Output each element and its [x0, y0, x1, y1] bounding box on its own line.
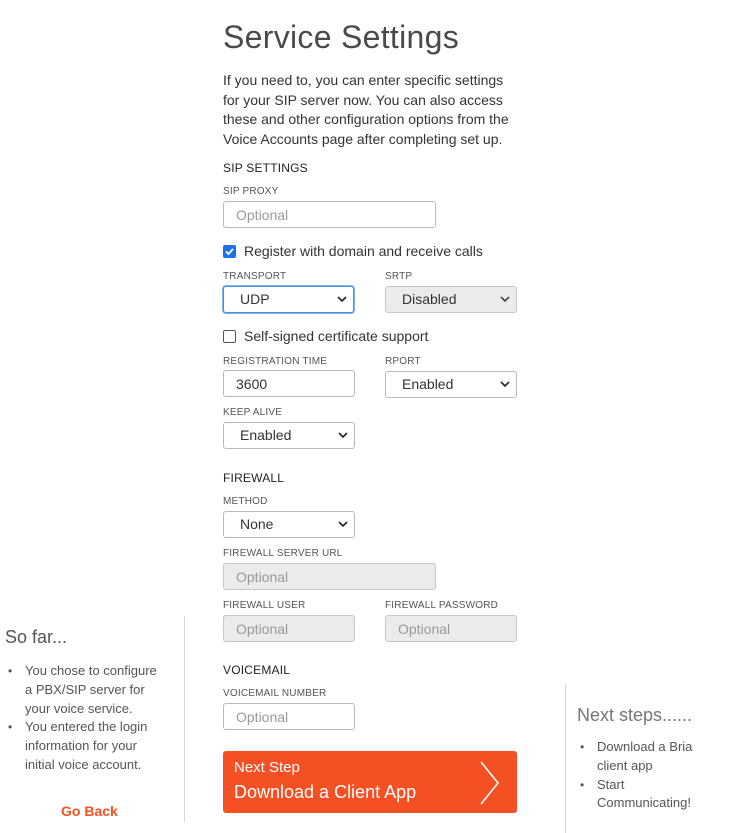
next-steps-item: • Start Communicating! [580, 776, 710, 814]
transport-select[interactable] [223, 286, 354, 313]
keep-alive-value: Enabled [240, 427, 292, 443]
self-signed-label: Self-signed certificate support [244, 328, 429, 344]
firewall-password-input[interactable] [385, 615, 517, 642]
firewall-server-url-input[interactable] [223, 563, 436, 590]
next-steps-item: • Download a Bria client app [580, 738, 710, 776]
voicemail-number-label: VOICEMAIL NUMBER [223, 688, 327, 699]
voicemail-heading: VOICEMAIL [223, 663, 291, 677]
chevron-down-icon [338, 430, 348, 440]
registration-time-input[interactable] [223, 370, 355, 397]
go-back-link[interactable]: Go Back [61, 803, 118, 819]
so-far-item: • You chose to configure a PBX/SIP server for your voice service. [8, 662, 158, 718]
firewall-user-label: FIREWALL USER [223, 600, 306, 611]
so-far-heading: So far... [5, 627, 68, 647]
chevron-down-icon [500, 379, 510, 389]
next-step-label: Next Step [234, 759, 300, 776]
method-label: METHOD [223, 496, 268, 507]
firewall-password-label: FIREWALL PASSWORD [385, 600, 499, 611]
rport-value: Enabled [402, 376, 454, 392]
so-far-list [8, 662, 158, 775]
transport-label: TRANSPORT [223, 271, 287, 282]
firewall-server-url-label: FIREWALL SERVER URL [223, 548, 343, 559]
so-far-item: • You entered the login information for your initial voice account. [8, 718, 158, 774]
chevron-down-icon [338, 519, 348, 529]
method-select[interactable] [223, 511, 355, 538]
srtp-value: Disabled [402, 291, 457, 307]
firewall-user-input[interactable] [223, 615, 355, 642]
transport-value: UDP [240, 291, 270, 307]
register-label: Register with domain and receive calls [244, 243, 483, 259]
next-step-button[interactable] [223, 751, 517, 813]
chevron-down-icon [500, 294, 510, 304]
register-checkbox[interactable] [223, 245, 236, 258]
sip-settings-heading: SIP SETTINGS [223, 161, 308, 175]
keep-alive-select[interactable] [223, 422, 355, 449]
chevron-right-icon [479, 760, 501, 806]
intro-text: If you need to, you can enter specific settings for your SIP server now. You can also access these and other configuration options from the Voice Accounts page after completing set up. [223, 72, 509, 147]
next-steps-panel [565, 684, 740, 833]
srtp-select[interactable] [385, 286, 517, 313]
page-title: Service Settings [223, 19, 460, 55]
next-step-title: Download a Client App [234, 782, 417, 802]
rport-label: RPORT [385, 356, 421, 367]
keep-alive-label: KEEP ALIVE [223, 407, 283, 418]
srtp-label: SRTP [385, 271, 413, 282]
sip-proxy-label: SIP PROXY [223, 186, 279, 197]
so-far-panel [0, 616, 185, 822]
voicemail-number-input[interactable] [223, 703, 355, 730]
firewall-heading: FIREWALL [223, 471, 285, 485]
rport-select[interactable] [385, 371, 517, 398]
chevron-down-icon [337, 294, 347, 304]
next-steps-heading: Next steps...... [577, 705, 693, 725]
self-signed-checkbox[interactable] [223, 330, 236, 343]
next-steps-list [580, 738, 710, 813]
method-value: None [240, 516, 274, 532]
sip-proxy-input[interactable] [223, 201, 436, 228]
registration-time-label: REGISTRATION TIME [223, 356, 328, 367]
